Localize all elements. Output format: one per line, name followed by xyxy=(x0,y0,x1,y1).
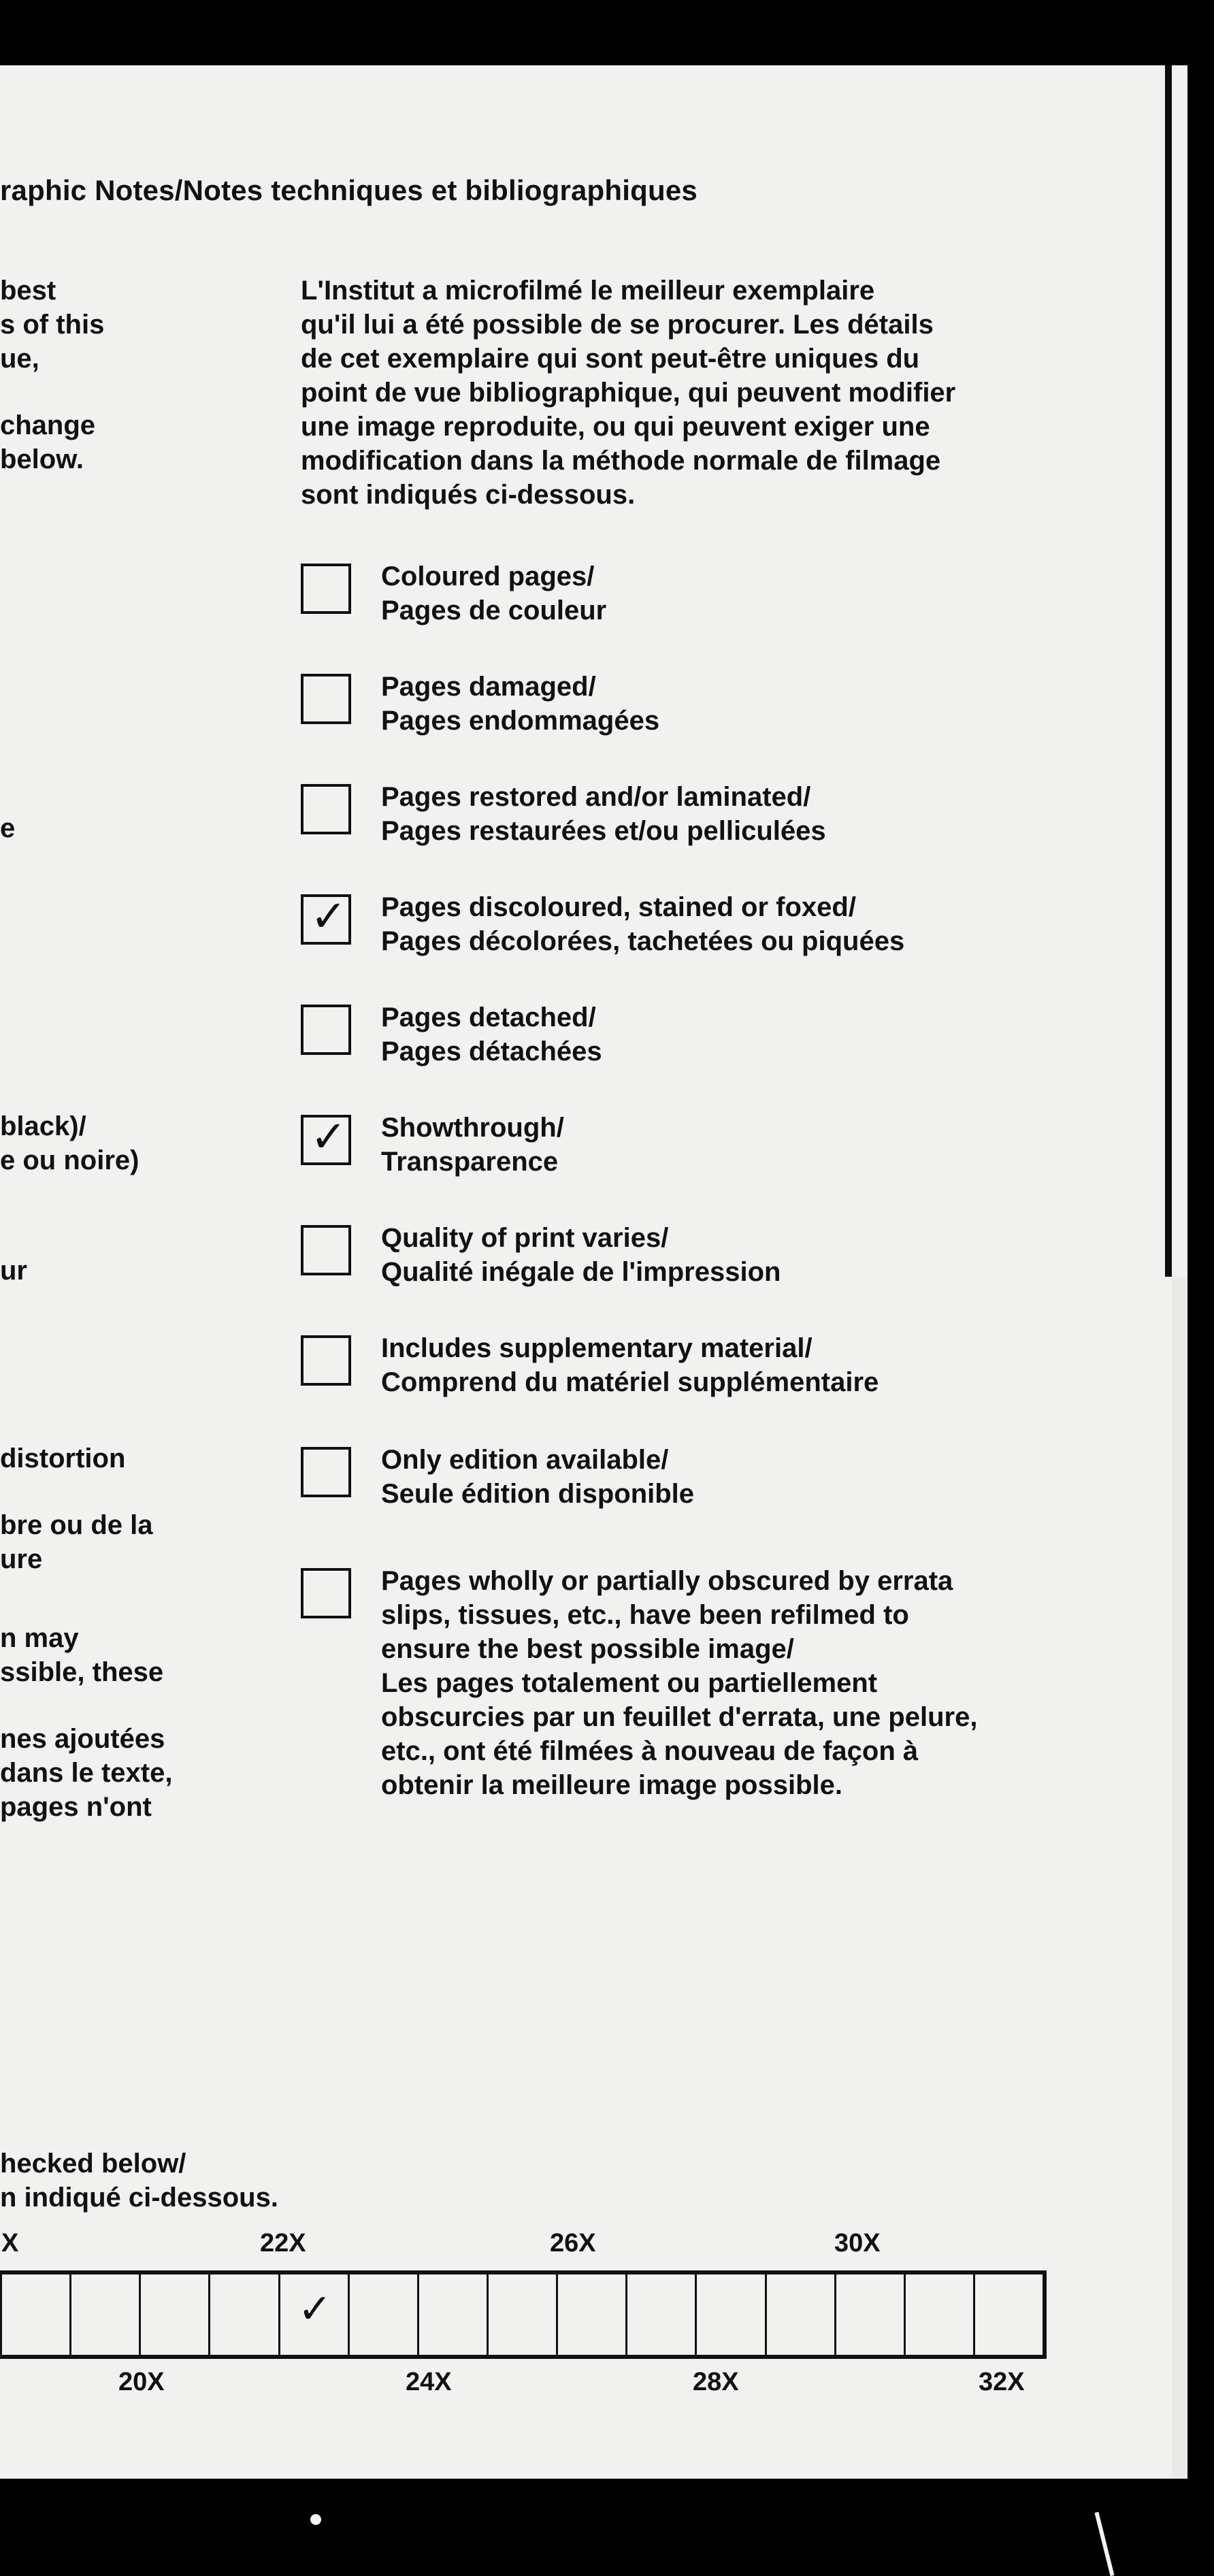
checklist-label-line: Only edition available/ xyxy=(381,1445,669,1475)
left-fragment-text: nes ajoutées xyxy=(0,1724,165,1754)
checklist-label xyxy=(381,780,826,848)
intro-line: modification dans la méthode normale de filmage xyxy=(301,446,941,476)
left-fragment-text: n may xyxy=(0,1623,79,1653)
left-fragment-text: distortion xyxy=(0,1444,126,1473)
reduction-cell[interactable] xyxy=(208,2275,278,2355)
reduction-cell[interactable] xyxy=(834,2275,904,2355)
checklist-checkbox[interactable] xyxy=(301,1112,351,1165)
checklist-label-line: etc., ont été filmées à nouveau de façon à xyxy=(381,1736,919,1766)
intro-line: sont indiqués ci-dessous. xyxy=(301,480,636,510)
left-fragment-text: best xyxy=(0,276,56,306)
scale-label-top: 26X xyxy=(550,2229,596,2257)
left-fragment-text: bre ou de la xyxy=(0,1510,153,1540)
scale-label-bottom: 28X xyxy=(693,2368,739,2396)
reduction-note-line-2: n indiqué ci-dessous. xyxy=(0,2183,278,2213)
checklist-checkbox[interactable] xyxy=(301,674,351,724)
scale-label-top: 22X xyxy=(260,2229,306,2257)
reduction-cell[interactable] xyxy=(695,2275,764,2355)
reduction-cell[interactable] xyxy=(0,2275,69,2355)
checklist-label-line: Pages de couleur xyxy=(381,596,607,625)
checkmark-icon: ✓ xyxy=(297,2285,332,2333)
left-fragment-text: s of this xyxy=(0,310,105,340)
left-fragment-text: ue, xyxy=(0,344,39,374)
scale-label-bottom: 24X xyxy=(406,2368,452,2396)
checklist-label-line: Qualité inégale de l'impression xyxy=(381,1257,781,1287)
reduction-cell[interactable] xyxy=(625,2275,695,2355)
checklist-label xyxy=(381,1221,781,1289)
reduction-grid xyxy=(0,2270,1047,2359)
intro-line: L'Institut a microfilmé le meilleur exemplaire xyxy=(301,276,875,306)
film-edge-lower xyxy=(1172,1277,1187,2479)
reduction-cell[interactable] xyxy=(765,2275,834,2355)
checklist-label-line: Transparence xyxy=(381,1147,559,1177)
checklist-label-line: obtenir la meilleure image possible. xyxy=(381,1770,842,1800)
checklist-label-line: obscurcies par un feuillet d'errata, une pelure, xyxy=(381,1702,978,1732)
scale-label-top: X xyxy=(1,2229,19,2257)
checklist-label-line: slips, tissues, etc., have been refilmed to xyxy=(381,1600,909,1630)
left-fragment-text: change xyxy=(0,410,96,440)
left-fragment-text: e ou noire) xyxy=(0,1145,140,1175)
reduction-cell[interactable] xyxy=(487,2275,556,2355)
left-fragment-text: dans le texte, xyxy=(0,1758,173,1788)
film-speck xyxy=(310,2514,321,2525)
checkmark-icon: ✓ xyxy=(310,892,347,942)
checklist-label xyxy=(381,1564,977,1802)
checklist-checkbox[interactable] xyxy=(301,1335,351,1386)
left-fragment-text: pages n'ont xyxy=(0,1792,152,1822)
intro-line: de cet exemplaire qui sont peut-être uniques du xyxy=(301,344,920,374)
reduction-cell[interactable] xyxy=(278,2275,348,2355)
checklist-label xyxy=(381,1111,564,1179)
checklist-checkbox[interactable] xyxy=(301,894,351,945)
checklist-label xyxy=(381,1000,602,1069)
reduction-cell[interactable] xyxy=(904,2275,973,2355)
scale-label-bottom: 32X xyxy=(979,2368,1025,2396)
left-fragment-text: ssible, these xyxy=(0,1657,164,1687)
checklist-label-line: Quality of print varies/ xyxy=(381,1223,669,1253)
checklist-checkbox[interactable] xyxy=(301,1447,351,1497)
checklist-checkbox[interactable] xyxy=(301,564,351,614)
checklist-label-line: Les pages totalement ou partiellement xyxy=(381,1668,878,1698)
checklist-label-line: Includes supplementary material/ xyxy=(381,1333,813,1363)
reduction-cell[interactable] xyxy=(348,2275,417,2355)
intro-line: point de vue bibliographique, qui peuvent modifier xyxy=(301,378,956,408)
reduction-cell[interactable] xyxy=(417,2275,487,2355)
reduction-cell[interactable] xyxy=(139,2275,208,2355)
reduction-ratio-note xyxy=(0,2147,278,2215)
checklist-label-line: ensure the best possible image/ xyxy=(381,1634,794,1664)
left-fragment-text: e xyxy=(0,813,16,843)
checklist-label xyxy=(381,670,659,738)
checklist-label-line: Pages détachées xyxy=(381,1037,602,1066)
checklist-label-line: Pages wholly or partially obscured by errata xyxy=(381,1566,953,1596)
checklist-label xyxy=(381,1331,879,1399)
checklist-label-line: Pages décolorées, tachetées ou piquées xyxy=(381,926,905,956)
checklist-label-line: Seule édition disponible xyxy=(381,1479,695,1509)
checklist-label-line: Coloured pages/ xyxy=(381,561,595,591)
intro-line: qu'il lui a été possible de se procurer. Les détails xyxy=(301,310,934,340)
scale-label-bottom: 20X xyxy=(118,2368,165,2396)
checklist-label xyxy=(381,1443,694,1511)
institute-intro-paragraph xyxy=(301,274,1083,512)
checklist-label-line: Pages restaurées et/ou pelliculées xyxy=(381,816,826,846)
scale-label-top: 30X xyxy=(834,2229,881,2257)
checklist-checkbox[interactable] xyxy=(301,1225,351,1275)
reduction-cell[interactable] xyxy=(69,2275,139,2355)
checklist-label-line: Pages discoloured, stained or foxed/ xyxy=(381,892,856,922)
checklist-label-line: Pages endommagées xyxy=(381,706,660,736)
checklist-label-line: Comprend du matériel supplémentaire xyxy=(381,1367,879,1397)
checklist-checkbox[interactable] xyxy=(301,784,351,834)
checklist-label-line: Pages damaged/ xyxy=(381,672,596,702)
reduction-cell[interactable] xyxy=(556,2275,625,2355)
checklist-label-line: Pages detached/ xyxy=(381,1002,596,1032)
notes-heading: raphic Notes/Notes techniques et bibliographiques xyxy=(0,174,698,206)
intro-line: une image reproduite, ou qui peuvent exiger une xyxy=(301,412,930,442)
film-edge-right xyxy=(1165,65,1172,1277)
checklist-checkbox[interactable] xyxy=(301,1568,351,1618)
checkmark-icon: ✓ xyxy=(310,1112,347,1162)
checklist-label-line: Pages restored and/or laminated/ xyxy=(381,782,811,812)
left-fragment-text: ure xyxy=(0,1544,43,1574)
checklist-label xyxy=(381,890,904,958)
film-scratch xyxy=(1094,2512,1114,2576)
checklist-label xyxy=(381,559,606,627)
checklist-label-line: Showthrough/ xyxy=(381,1113,564,1143)
reduction-cell[interactable] xyxy=(973,2275,1043,2355)
left-fragment-text: black)/ xyxy=(0,1111,86,1141)
checklist-checkbox[interactable] xyxy=(301,1005,351,1055)
reduction-note-line-1: hecked below/ xyxy=(0,2149,186,2179)
left-fragment-text: ur xyxy=(0,1256,27,1286)
left-fragment-text: below. xyxy=(0,444,84,474)
